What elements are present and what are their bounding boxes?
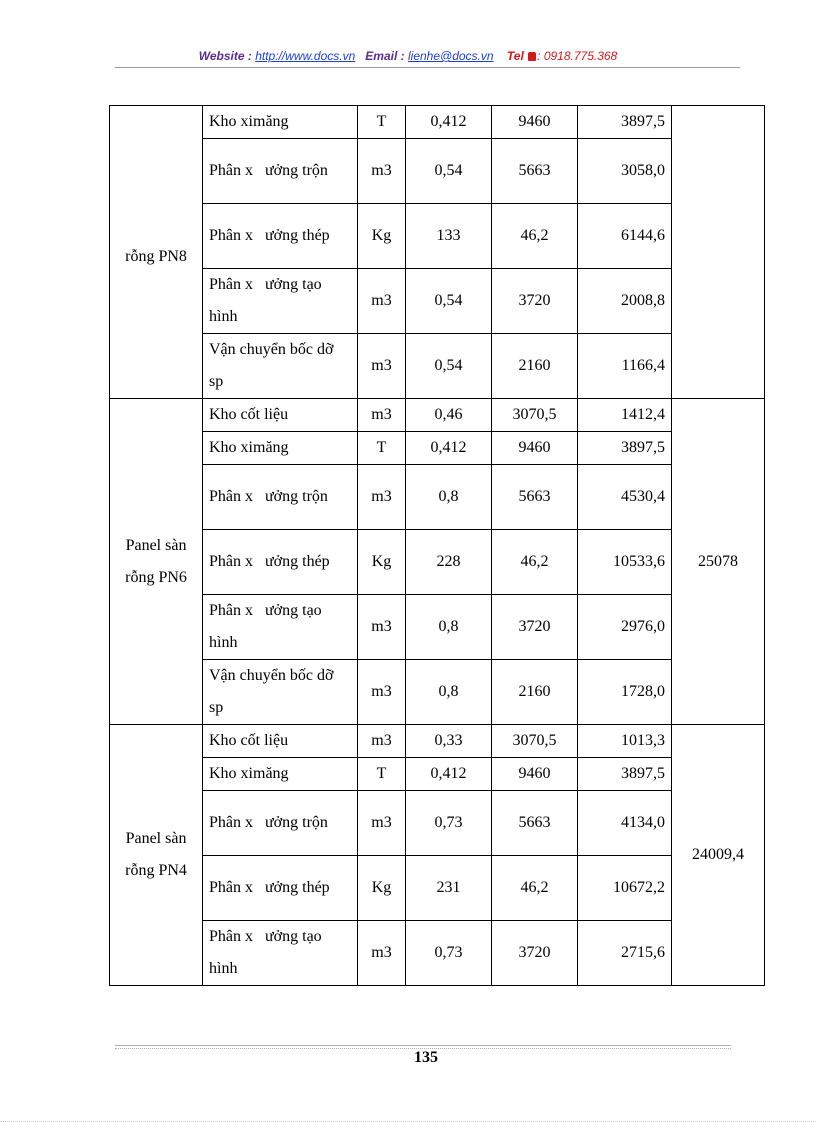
item-quantity: 0,412 (406, 758, 492, 791)
item-quantity: 231 (406, 856, 492, 921)
item-cost: 1166,4 (578, 334, 672, 399)
item-unit: m3 (358, 595, 406, 660)
item-name: Kho ximăng (203, 432, 358, 465)
item-unit: Kg (358, 204, 406, 269)
table-row (110, 334, 765, 399)
item-unit-price: 5663 (492, 791, 578, 856)
item-unit: m3 (358, 269, 406, 334)
group-total: 24009,4 (672, 725, 765, 986)
item-unit-price: 3070,5 (492, 725, 578, 758)
item-quantity: 133 (406, 204, 492, 269)
table-row (110, 204, 765, 269)
item-name: Phân x ưởng thép (203, 204, 358, 269)
table-row (110, 106, 765, 139)
item-cost: 1728,0 (578, 660, 672, 725)
website-link[interactable]: http://www.docs.vn (255, 49, 356, 63)
item-name: Phân x ưởng tạo hình (203, 269, 358, 334)
item-quantity: 0,46 (406, 399, 492, 432)
item-quantity: 0,8 (406, 465, 492, 530)
item-unit-price: 2160 (492, 660, 578, 725)
item-name: Phân x ưởng trộn (203, 465, 358, 530)
item-quantity: 0,8 (406, 660, 492, 725)
table-row (110, 758, 765, 791)
item-unit-price: 3720 (492, 269, 578, 334)
item-name: Phân x ưởng thép (203, 856, 358, 921)
item-quantity: 0,73 (406, 791, 492, 856)
item-unit-price: 9460 (492, 758, 578, 791)
table-row (110, 399, 765, 432)
item-quantity: 0,8 (406, 595, 492, 660)
item-unit-price: 3070,5 (492, 399, 578, 432)
item-quantity: 0,73 (406, 921, 492, 986)
tel-label: Tel (506, 49, 524, 63)
item-unit: T (358, 106, 406, 139)
phone-number: : 0918.775.368 (537, 49, 618, 63)
item-quantity: 0,54 (406, 334, 492, 399)
table-row (110, 660, 765, 725)
item-name: Kho ximăng (203, 106, 358, 139)
item-quantity: 0,54 (406, 269, 492, 334)
item-unit-price: 9460 (492, 106, 578, 139)
item-cost: 4530,4 (578, 465, 672, 530)
item-unit-price: 5663 (492, 139, 578, 204)
item-cost: 6144,6 (578, 204, 672, 269)
item-name: Vận chuyển bốc dỡ sp (203, 334, 358, 399)
table-row (110, 465, 765, 530)
item-cost: 1412,4 (578, 399, 672, 432)
item-unit-price: 46,2 (492, 530, 578, 595)
footer-rule (115, 1045, 731, 1046)
group-label: Panel sàn rỗng PN4 (110, 725, 203, 986)
page-header (0, 49, 816, 63)
item-name: Phân x ưởng tạo hình (203, 921, 358, 986)
item-unit-price: 9460 (492, 432, 578, 465)
item-name: Kho ximăng (203, 758, 358, 791)
item-unit-price: 2160 (492, 334, 578, 399)
item-unit: T (358, 758, 406, 791)
item-unit-price: 5663 (492, 465, 578, 530)
phone-icon (528, 52, 536, 61)
website-label: Website : (198, 49, 252, 63)
table-row (110, 139, 765, 204)
item-unit: Kg (358, 856, 406, 921)
item-name: Phân x ưởng tạo hình (203, 595, 358, 660)
item-unit-price: 46,2 (492, 856, 578, 921)
item-cost: 10672,2 (578, 856, 672, 921)
item-cost: 4134,0 (578, 791, 672, 856)
item-unit: Kg (358, 530, 406, 595)
table-row (110, 921, 765, 986)
item-cost: 2715,6 (578, 921, 672, 986)
item-unit-price: 3720 (492, 595, 578, 660)
item-unit: m3 (358, 791, 406, 856)
item-unit-price: 46,2 (492, 204, 578, 269)
item-unit: m3 (358, 725, 406, 758)
email-label: Email : (365, 49, 405, 63)
item-unit-price: 3720 (492, 921, 578, 986)
item-name: Kho cốt liệu (203, 725, 358, 758)
item-name: Phân x ưởng trộn (203, 791, 358, 856)
cost-table (109, 105, 765, 986)
item-cost: 2008,8 (578, 269, 672, 334)
item-name: Phân x ưởng thép (203, 530, 358, 595)
item-unit: m3 (358, 660, 406, 725)
item-name: Phân x ưởng trộn (203, 139, 358, 204)
item-unit: m3 (358, 139, 406, 204)
item-quantity: 0,54 (406, 139, 492, 204)
table-row (110, 432, 765, 465)
item-quantity: 0,412 (406, 106, 492, 139)
group-label: Panel sàn rỗng PN6 (110, 399, 203, 725)
group-total: 25078 (672, 399, 765, 725)
table-row (110, 725, 765, 758)
item-name: Kho cốt liệu (203, 399, 358, 432)
item-cost: 3897,5 (578, 106, 672, 139)
item-unit: T (358, 432, 406, 465)
page-number: 135 (414, 1049, 438, 1066)
email-link[interactable]: lienhe@docs.vn (407, 49, 494, 63)
table-row (110, 530, 765, 595)
item-cost: 1013,3 (578, 725, 672, 758)
item-cost: 3897,5 (578, 432, 672, 465)
item-cost: 3897,5 (578, 758, 672, 791)
item-quantity: 0,412 (406, 432, 492, 465)
item-name: Vận chuyển bốc dỡ sp (203, 660, 358, 725)
item-cost: 2976,0 (578, 595, 672, 660)
group-label: rỗng PN8 (110, 106, 203, 399)
table-row (110, 595, 765, 660)
item-quantity: 228 (406, 530, 492, 595)
table-row (110, 269, 765, 334)
item-cost: 3058,0 (578, 139, 672, 204)
item-cost: 10533,6 (578, 530, 672, 595)
item-unit: m3 (358, 334, 406, 399)
bottom-border (0, 1121, 816, 1122)
item-quantity: 0,33 (406, 725, 492, 758)
header-rule (115, 67, 740, 68)
item-unit: m3 (358, 399, 406, 432)
table-row (110, 856, 765, 921)
item-unit: m3 (358, 465, 406, 530)
group-total (672, 106, 765, 399)
table-row (110, 791, 765, 856)
item-unit: m3 (358, 921, 406, 986)
table-body (110, 106, 765, 986)
